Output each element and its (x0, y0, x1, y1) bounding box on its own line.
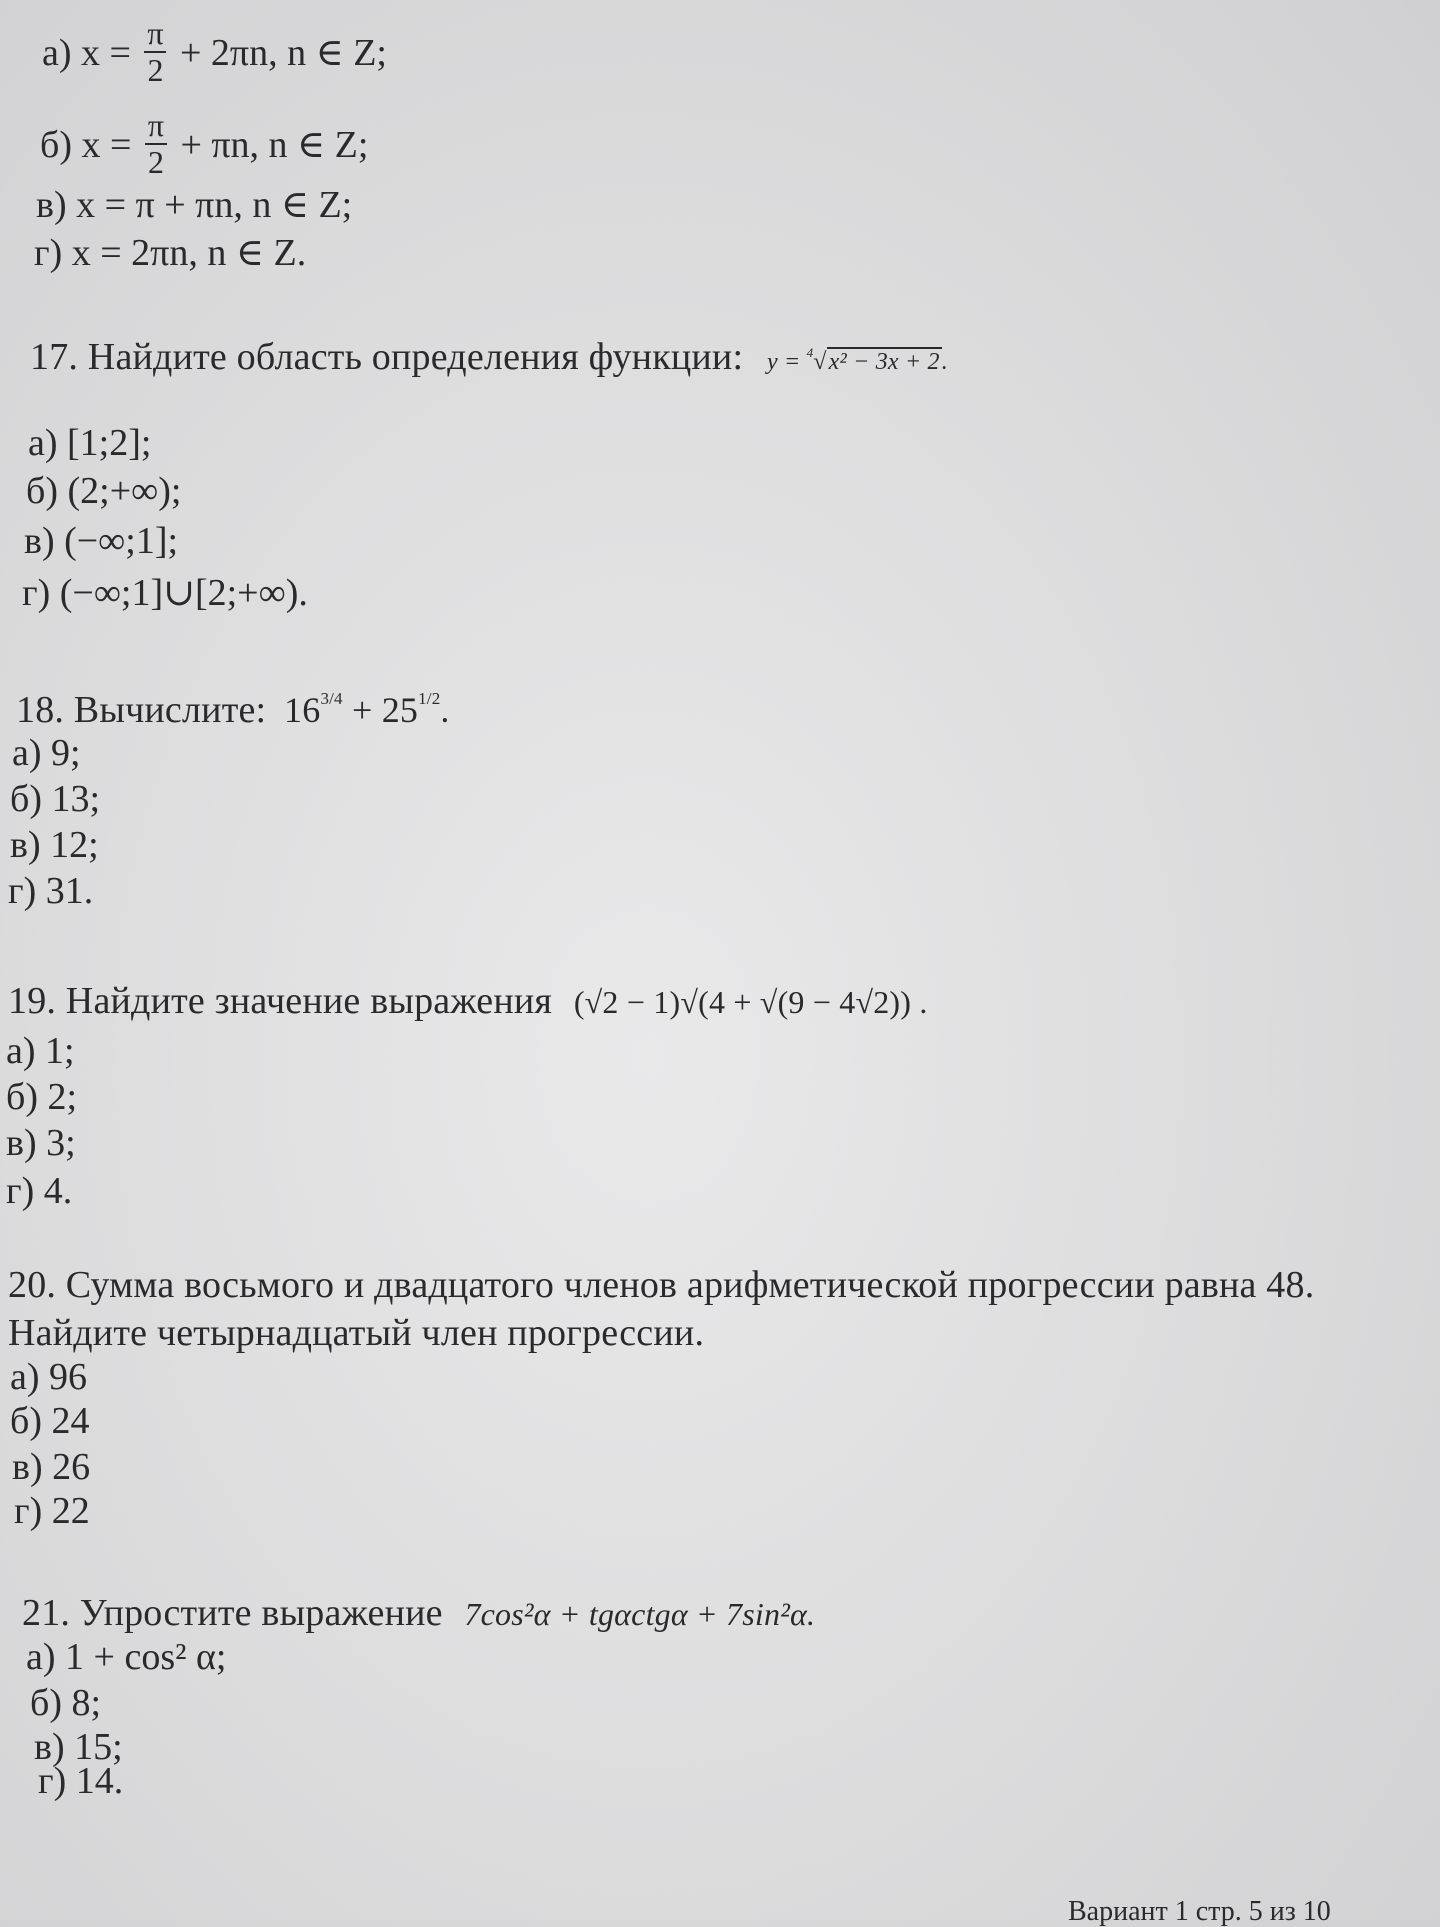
radicand: x² − 3x + 2 (828, 349, 940, 375)
question-text: 21. Упростите выражение (22, 1592, 443, 1634)
option-label: а) (42, 31, 72, 74)
fraction (145, 108, 167, 180)
q20-title: 20. Сумма восьмого и двадцатого членов арифметической прогрессии равна 48. (8, 1264, 1315, 1306)
q19-option-a: а) 1; (6, 1030, 75, 1072)
formula-lhs: y = (766, 349, 807, 375)
exponent: 3/4 (320, 689, 343, 708)
option-text: + 2πn, n ∈ Z; (179, 31, 387, 74)
fraction (144, 16, 166, 88)
formula-end: . (440, 690, 450, 730)
operator: + (351, 690, 373, 730)
denominator: 2 (144, 51, 166, 88)
q20-option-g: г) 22 (14, 1490, 90, 1532)
q19-option-b: б) 2; (6, 1076, 78, 1118)
formula (284, 690, 450, 730)
base: 16 (284, 690, 321, 730)
exponent: 1/2 (418, 689, 441, 708)
q18-title (16, 690, 450, 729)
option-text: x = (81, 123, 132, 166)
numerator: π (147, 15, 164, 51)
q21-option-v: в) 15; (34, 1726, 123, 1768)
q18-option-v: в) 12; (10, 824, 99, 866)
q18-option-a: а) 9; (12, 732, 81, 774)
q19-option-v: в) 3; (6, 1122, 76, 1164)
formula (574, 984, 928, 1020)
question-text: 19. Найдите значение выражения (8, 980, 553, 1022)
option-text: x = 2πn, n ∈ Z. (71, 232, 307, 274)
q21-title (22, 1594, 815, 1632)
option-label: г) (34, 232, 63, 274)
base: 25 (381, 690, 419, 730)
q19-title (8, 982, 928, 1020)
option-text: x = π + πn, n ∈ Z; (76, 184, 353, 226)
question-text: 17. Найдите область определения функции: (30, 336, 744, 378)
numerator: π (147, 107, 165, 143)
q20-option-a: а) 96 (10, 1356, 88, 1398)
q17-option-v: в) (−∞;1]; (24, 520, 179, 562)
formula-part: √(4 + √(9 − 4√2)) (680, 984, 912, 1020)
q17-option-a: а) [1;2]; (28, 422, 152, 464)
q21-option-a: а) 1 + cos² α; (26, 1636, 227, 1678)
formula-end: . (919, 984, 928, 1020)
formula: y = $^4$√x² − 3x + 2. (766, 345, 948, 375)
denominator: 2 (145, 143, 167, 180)
formula-end: . (941, 349, 948, 375)
option-text: + πn, n ∈ Z; (180, 123, 369, 166)
q18-option-g: г) 31. (8, 870, 94, 912)
q16-option-g (34, 234, 306, 272)
question-text: 18. Вычислите: (16, 689, 267, 731)
page-footer: Вариант 1 стр. 5 из 10 (1068, 1896, 1331, 1927)
q16-option-b (40, 107, 369, 184)
q21-option-b: б) 8; (30, 1682, 102, 1724)
q20-option-v: в) 26 (12, 1446, 91, 1488)
q19-option-g: г) 4. (6, 1170, 73, 1212)
q20-option-b: б) 24 (10, 1400, 90, 1442)
q16-option-a (42, 15, 387, 92)
option-label: б) (40, 123, 72, 166)
root-index: 4 (806, 345, 814, 360)
q17-title (30, 338, 948, 376)
option-text: x = (81, 31, 131, 74)
q17-option-b: б) (2;+∞); (26, 470, 182, 512)
q16-option-v (36, 186, 352, 224)
formula-part: (√2 − 1) (573, 984, 681, 1020)
formula: 7cos²α + tgαctgα + 7sin²α. (464, 1596, 816, 1632)
q20-title-line2: Найдите четырнадцатый член прогрессии. (8, 1312, 705, 1354)
option-label: в) (36, 184, 67, 226)
q21-option-g: г) 14. (38, 1760, 124, 1802)
q18-option-b: б) 13; (10, 778, 101, 820)
q17-option-g: г) (−∞;1]∪[2;+∞). (22, 572, 308, 614)
